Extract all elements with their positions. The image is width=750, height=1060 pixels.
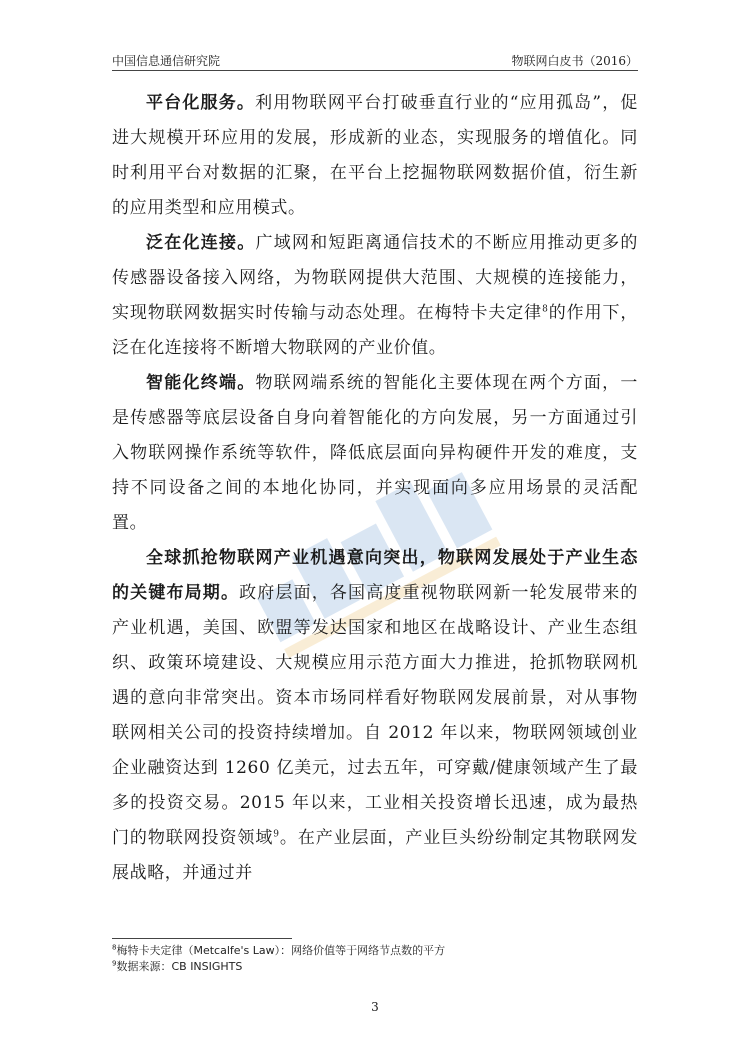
footnote-text: 数据来源：CB INSIGHTS bbox=[116, 960, 243, 973]
footnote-number: 8 bbox=[112, 943, 117, 952]
paragraph-platform bbox=[112, 86, 638, 226]
paragraph-global bbox=[112, 541, 638, 891]
footnote-ref[interactable]: 8 bbox=[542, 304, 549, 315]
footnote-item bbox=[112, 943, 445, 959]
page-number: 3 bbox=[371, 1000, 379, 1014]
footnote-item bbox=[112, 959, 445, 975]
paragraph-text: 的作用下，泛在化连接将不断增大物联网的产业价值。 bbox=[112, 303, 639, 358]
footnote-ref[interactable]: 9 bbox=[273, 829, 280, 840]
footnotes bbox=[112, 943, 445, 975]
footnote-text: 梅特卡夫定律（Metcalfe's Law）：网络价值等于网络节点数的平方 bbox=[116, 944, 446, 957]
paragraph-text: 政府层面，各国高度重视物联网新一轮发展带来的产业机遇，美国、欧盟等发达国家和地区在战略设计、产业生态组织、政策环境建设、大规模应用示范方面大力推进，抢抓物联网机遇的意向非常突出。资本市场同样看好物联网发展前景，对从事物联网相关公司的投资持续增加。自 2012 年以来，物联网领域创业企业融资达到 1260 亿美元，过去五年，可穿戴/健康领域产生了最多的投资交易。2015 年以来，工业相关投资增长迅速，成为最热门的物联网投资领域 bbox=[112, 583, 639, 848]
header-org: 中国信息通信研究院 bbox=[112, 54, 221, 68]
lead-heading: 泛在化连接。 bbox=[146, 233, 256, 253]
paragraph-text: 利用物联网平台打破垂直行业的“应用孤岛”，促进大规模开环应用的发展，形成新的业态，实现服务的增值化。同时利用平台对数据的汇聚，在平台上挖掘物联网数据价值，衍生新的应用类型和应用模式。 bbox=[112, 93, 638, 218]
page-header bbox=[112, 50, 638, 71]
footnote-divider bbox=[112, 938, 292, 939]
paragraph-connection bbox=[112, 226, 638, 366]
header-doc-title: 物联网白皮书（2016） bbox=[511, 54, 638, 68]
paragraph-text: 物联网端系统的智能化主要体现在两个方面，一是传感器等底层设备自身向着智能化的方向发展，另一方面通过引入物联网操作系统等软件，降低底层面向异构硬件开发的难度，支持不同设备之间的本地化协同，并实现面向多应用场景的灵活配置。 bbox=[112, 373, 638, 533]
lead-heading: 智能化终端。 bbox=[146, 373, 256, 393]
paragraph-text: 广域网和短距离通信技术的不断应用推动更多的传感器设备接入网络，为物联网提供大范围、大规模的连接能力，实现物联网数据实时传输与动态处理。在梅特卡夫定律 bbox=[112, 233, 638, 323]
footnote-number: 9 bbox=[112, 959, 117, 968]
paragraph-terminal bbox=[112, 366, 638, 541]
lead-heading: 平台化服务。 bbox=[146, 93, 256, 113]
paragraph-text: 。在产业层面，产业巨头纷纷制定其物联网发展战略，并通过并 bbox=[112, 828, 638, 883]
lead-heading: 全球抓抢物联网产业机遇意向突出，物联网发展处于产业生态的关键布局期。 bbox=[112, 548, 638, 603]
document-body bbox=[112, 86, 638, 891]
